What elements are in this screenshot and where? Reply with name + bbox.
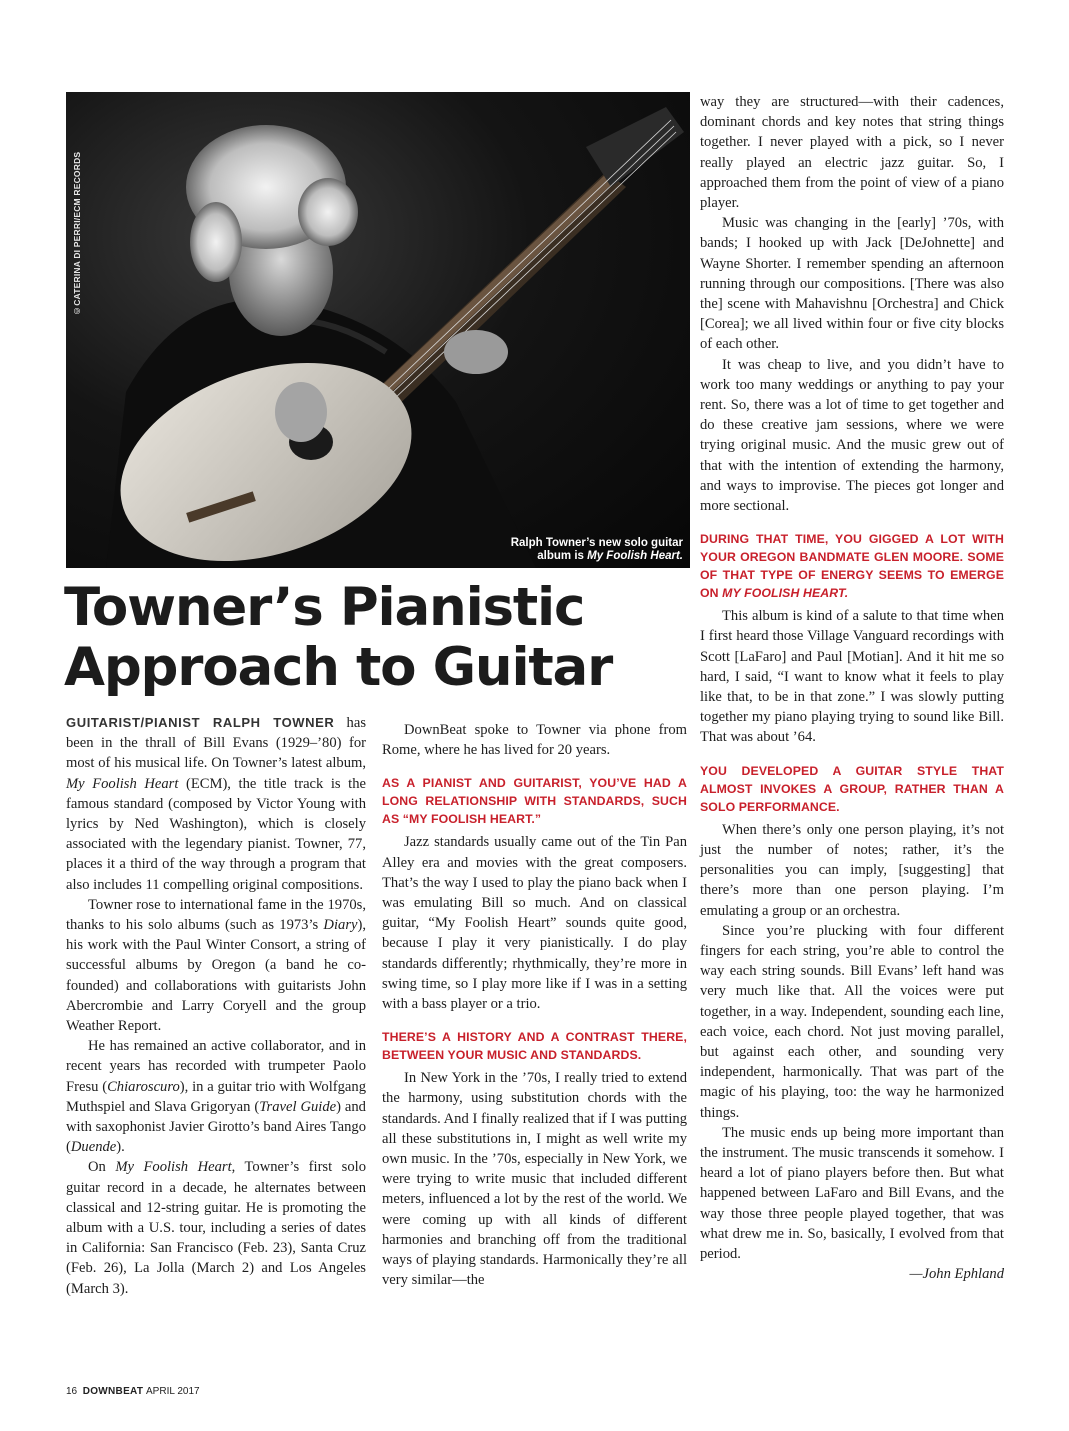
page-number: 16 [66, 1386, 78, 1397]
interview-answer: Music was changing in the [early] ’70s, with bands; I hooked up with Jack [DeJohnette] and Wayne Shorter. I remember spending an afternoon running through our compositions. [There was also the] scene with Mahavishnu [Orchestra] and Chick [Corea]; we all lived within four or five city blocks of each other. [700, 215, 1004, 353]
body-paragraph: DownBeat spoke to Towner via phone from Rome, where he has lived for 20 years. [382, 722, 687, 759]
interview-question: DURING THAT TIME, YOU GIGGED A LOT WITH YOUR OREGON BANDMATE GLEN MOORE. SOME OF THAT TYPE OF ENERGY SEEMS TO EMERGE ON MY FOOLISH HEART. [700, 532, 1004, 601]
interview-answer: When there’s only one person playing, it’s not just the number of notes; rather, it’s the personalities you can imply, [suggesting] that there’s more than one person playing. I’m emulating a group or an orchestra. [700, 821, 1004, 919]
intro-paragraph: GUITARIST/PIANIST RALPH TOWNER has been in the thrall of Bill Evans (1929–’80) for most of his musical life. On Towner’s latest album, My Foolish Heart (ECM), the title track is the famous standard (composed by Victor Young with lyrics by Ned Washington), which is closely associated with the legendary pianist. Towner, 77, places it a third of the way through a program that also includes 11 compelling original compositions. [66, 715, 367, 893]
article-headline: Towner’s Pianistic Approach to Guitar [64, 577, 613, 698]
page-footer [66, 1386, 200, 1397]
interview-answer: Since you’re plucking with four different fingers for each string, you’re able to control the way each string sounds. Bill Evans’ left hand was very much like that. All the voices were put together, in a way. Independent, sounding each line, each voice, each chord. Not just moving parallel, but against each other, and sounding very independent, harmonically. That was part of the magic of his playing, too: the way he harmonized things. [700, 922, 1004, 1121]
interview-question: THERE’S A HISTORY AND A CONTRAST THERE, BETWEEN YOUR MUSIC AND STANDARDS. [382, 1030, 687, 1063]
lead-in-caps: GUITARIST/PIANIST RALPH TOWNER [66, 715, 335, 730]
body-paragraph: On My Foolish Heart, Towner’s first solo guitar record in a decade, he alternates between classical and 12-string guitar. He is promoting the album with a U.S. tour, including a series of dates in California: San Francisco (Feb. 23), Santa Cruz (Feb. 26), La Jolla (March 2) and Los Angeles (March 3). [66, 1159, 366, 1297]
caption-line-2-prefix: album is [537, 550, 588, 562]
body-paragraph: He has remained an active collaborator, and in recent years has recorded with trumpeter Paolo Fresu (Chiaroscuro), in a guitar trio with Wolfgang Muthspiel and Slava Grigoryan (Travel Guide) and with saxophonist Javier Girotto’s band Aires Tango (Duende). [66, 1038, 366, 1156]
interview-answer: This album is kind of a salute to that time when I first heard those Village Vanguard recordings with Scott [LaFaro] and Paul [Motian]. And it hit me so hard, I said, “I want to know what it feels to play like that, to be in that zone.” I was slowly putting together my piano playing trying to sound like Bill. That was about ’64. [700, 608, 1004, 746]
magazine-name: DOWNBEAT [82, 1386, 144, 1397]
photo-credit: ©CATERINA DI PERRI/ECM RECORDS [72, 151, 82, 316]
caption-album-title: My Foolish Heart. [587, 550, 683, 562]
interview-question: AS A PIANIST AND GUITARIST, YOU’VE HAD A LONG RELATIONSHIP WITH STANDARDS, SUCH AS “MY FOOLISH HEART.” [382, 776, 687, 827]
caption-line-1: Ralph Towner’s new solo guitar [510, 537, 683, 549]
author-byline: —John Ephland [909, 1266, 1004, 1283]
guitarist-photo-illustration [66, 92, 690, 568]
body-paragraph: Towner rose to international fame in the 1970s, thanks to his solo albums (such as 1973’s Diary), his work with the Paul Winter Consort, a string of successful albums by Oregon (a band he co-founded) and collaborations with guitarists John Abercrombie and Larry Coryell and the group Weather Report. [66, 896, 366, 1035]
interview-answer: Jazz standards usually came out of the Tin Pan Alley era and movies with the great composers. That’s the way I used to play the piano back when I was emulating Bill so much. And on classical guitar, “My Foolish Heart” sounds quite good, because I play it very pianistically. I do play standards differently; rhythmically, they’re more in swing time, so I play more like if I was in a setting with a bass player or a trio. [382, 834, 687, 1013]
issue-date: APRIL 2017 [146, 1386, 200, 1397]
interview-answer-continued: way they are structured—with their cadences, dominant chords and key notes that string things together. I never played with a pick, so I never really played an electric jazz guitar. So, I approached them from the point of view of a piano player. [700, 94, 1004, 212]
article-column-3 [700, 92, 1004, 1284]
interview-answer: In New York in the ’70s, I really tried to extend the harmony, using substitution chords with the standards. And I finally realized that if I was putting all these substitutions in, I might as well write my own music. In the ’70s, especially in New York, we were trying to write music that included different meters, influenced a lot by the rest of the world. We were coming up with all kinds of different harmonies and branching off from the traditional ways of playing standards. Harmonically they’re all very similar—the [382, 1070, 687, 1289]
interview-answer: The music ends up being more important than the instrument. The music transcends it somehow. I heard a lot of piano players before then. But what happened between LaFaro and Bill Evans, and the way those three people played together, that was what drew me in. So, basically, I evolved from that period. [700, 1124, 1004, 1262]
article-column-2 [382, 720, 687, 1290]
article-column-1 [66, 713, 366, 1299]
article-photo [66, 92, 690, 568]
interview-question: YOU DEVELOPED A GUITAR STYLE THAT ALMOST INVOKES A GROUP, RATHER THAN A SOLO PERFORMANCE. [700, 763, 1004, 814]
photo-caption [423, 537, 683, 563]
interview-answer: It was cheap to live, and you didn’t have to work too many weddings or anything to pay your rent. So, there was a lot of time to get together and do these creative jam sessions, where we were trying original music. And the music grew out of that with the intention of extending the harmony, and ways to improvise. The pieces got longer and more sectional. [700, 356, 1004, 515]
